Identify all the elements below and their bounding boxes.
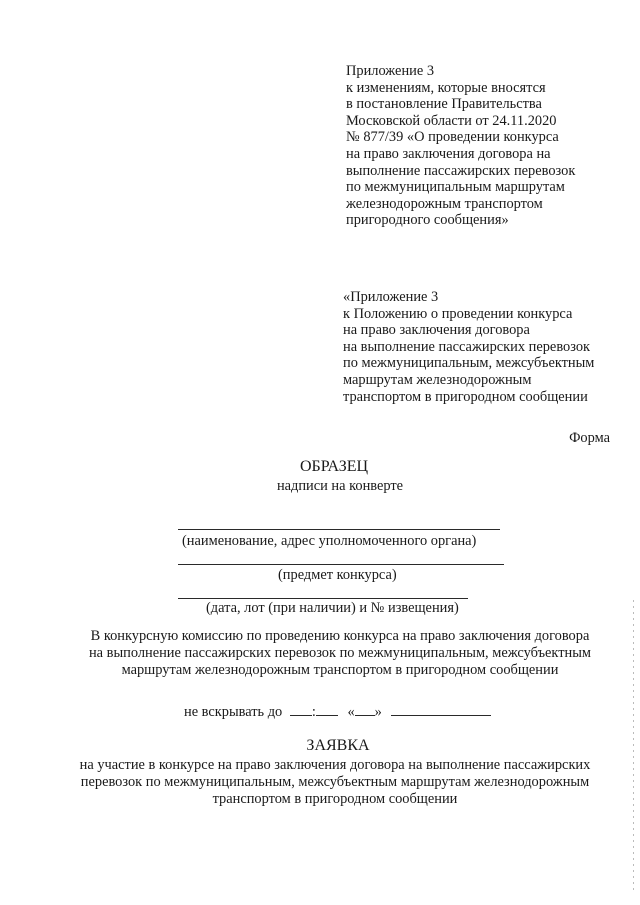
appendix-line: транспортом в пригородном сообщении (343, 388, 588, 405)
month-year-blank (391, 703, 491, 716)
minute-blank (316, 703, 338, 716)
appendix-line: по межмуниципальным маршрутам (346, 179, 565, 196)
commission-line: В конкурсную комиссию по проведению конкурса на право заключения договора (90, 628, 590, 644)
hour-blank (290, 703, 312, 716)
application-description (60, 757, 610, 808)
time-colon: : (311, 704, 316, 720)
appendix-line: к изменениям, которые вносятся (346, 79, 546, 96)
appendix-line: на право заключения договора на (346, 145, 551, 162)
commission-line: на выполнение пассажирских перевозок по межмуниципальным, межсубъектным (88, 645, 591, 661)
appendix-amendment-header (346, 63, 575, 229)
appendix-line: № 877/39 «О проведении конкурса (346, 129, 559, 146)
application-title: ЗАЯВКА (306, 737, 370, 754)
appendix-line: «Приложение 3 (343, 289, 439, 305)
appendix-line: на право заключения договора (343, 322, 530, 339)
form-label: Форма (569, 430, 610, 446)
appendix-line: пригородного сообщения» (346, 212, 509, 229)
appendix-line: по межмуниципальным, межсубъектным (343, 355, 595, 372)
authority-caption: (наименование, адрес уполномоченного органа) (182, 533, 477, 549)
scan-edge-mark (633, 600, 634, 890)
date-blank-line (178, 598, 468, 599)
date-caption: (дата, лот (при наличии) и № извещения) (206, 600, 459, 616)
commission-address (70, 628, 610, 679)
do-not-open-line (184, 703, 491, 721)
appendix-line: на выполнение пассажирских перевозок (343, 338, 591, 355)
do-not-open-prefix: не вскрывать до (184, 704, 283, 720)
application-line: на участие в конкурсе на право заключения договора на выполнение пассажирских (79, 757, 591, 773)
appendix-line: к Положению о проведении конкурса (343, 305, 573, 322)
appendix-line: выполнение пассажирских перевозок (346, 162, 576, 179)
subject-caption: (предмет конкурса) (278, 567, 397, 583)
appendix-line: Московской области от 24.11.2020 (346, 112, 557, 129)
appendix-line: Приложение 3 (346, 63, 435, 79)
appendix-regulation-header (343, 289, 594, 405)
commission-line: маршрутам железнодорожным транспортом в пригородном сообщении (121, 662, 559, 678)
appendix-line: в постановление Правительства (346, 96, 542, 113)
sample-subtitle: надписи на конверте (276, 478, 404, 494)
quote-close: » (374, 704, 382, 720)
subject-blank-line (178, 564, 504, 565)
appendix-line: железнодорожным транспортом (346, 195, 543, 212)
authority-blank-line (178, 529, 500, 530)
quote-open: « (347, 704, 355, 720)
application-line: перевозок по межмуниципальным, межсубъектным маршрутам железнодорожным (80, 774, 590, 790)
day-blank (355, 703, 375, 716)
sample-title: ОБРАЗЕЦ (299, 458, 369, 475)
application-line: транспортом в пригородном сообщении (212, 791, 458, 807)
appendix-line: маршрутам железнодорожным (343, 371, 532, 388)
